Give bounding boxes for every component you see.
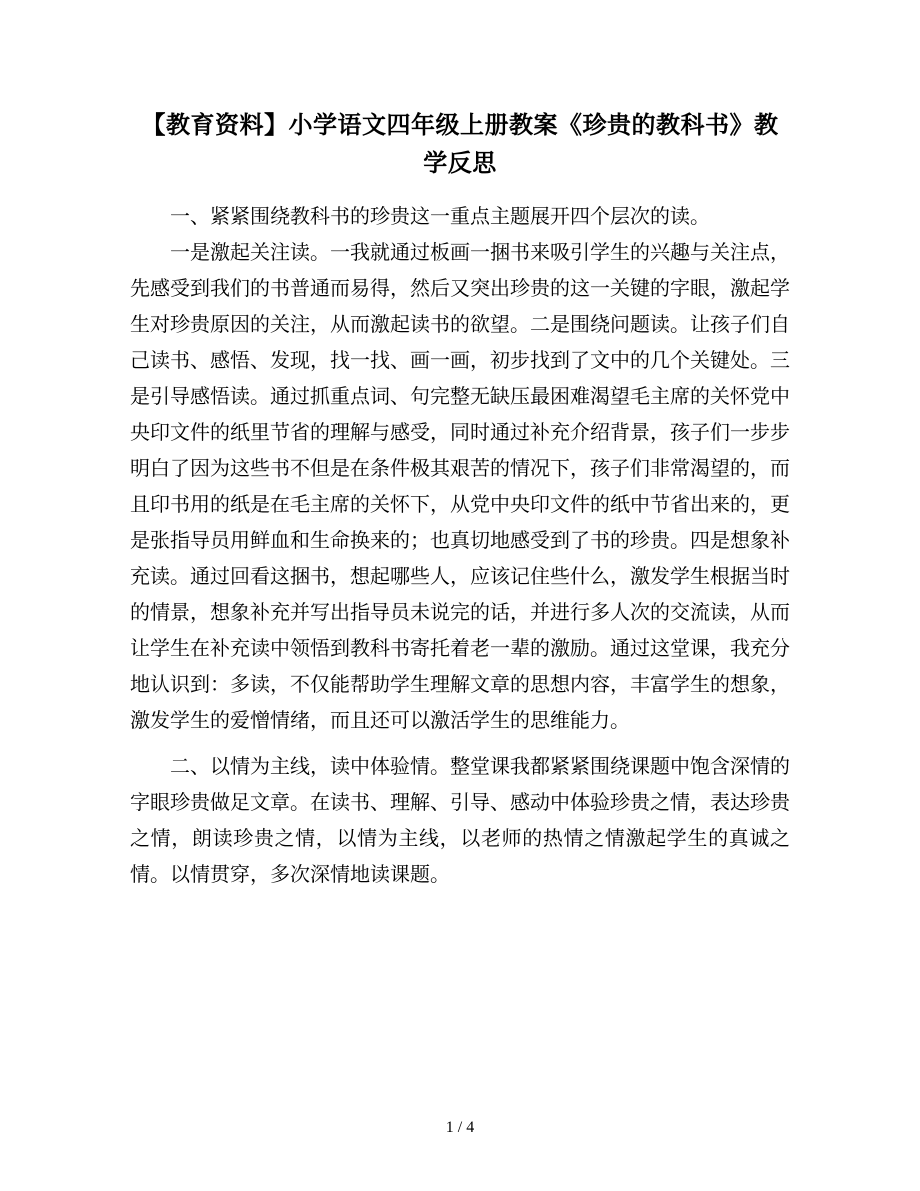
paragraph-1: 一、紧紧围绕教科书的珍贵这一重点主题展开四个层次的读。	[170, 204, 710, 228]
page-number: 1 / 4	[445, 1119, 475, 1136]
paragraph-2: 一是激起关注读。一我就通过板画一捆书来吸引学生的兴趣与关注点，先感受到我们的书普通而易得，然后又突出珍贵的这一关键的字眼，激起学生对珍贵原因的关注，从而激起读书的欲望。二是围绕问题读。让孩子们自己读书、感悟、发现，找一找、画一画，初步找到了文中的几个关键处。三是引导感悟读。通过抓重点词、句完整无缺压最困难渴望毛主席的关怀党中央印文件的纸里节省的理解与感受，同时通过补充介绍背景，孩子们一步步明白了因为这些书不但是在条件极其艰苦的情况下，孩子们非常渴望的，而且印书用的纸是在毛主席的关怀下，从党中央印文件的纸中节省出来的，更是张指导员用鲜血和生命换来的；也真切地感受到了书的珍贵。四是想象补充读。通过回看这捆书，想起哪些人，应该记住些什么，激发学生根据当时的情景，想象补充并写出指导员未说完的话，并进行多人次的交流读，从而让学生在补充读中领悟到教科书寄托着老一辈的激励。通过这堂课，我充分地认识到：多读，不仅能帮助学生理解文章的思想内容，丰富学生的想象，激发学生的爱憎情绪，而且还可以激活学生的思维能力。	[130, 240, 790, 732]
document-title: 【教育资料】小学语文四年级上册教案《珍贵的教科书》教学反思	[141, 111, 779, 177]
document-body	[130, 198, 790, 892]
paragraph-3: 二、以情为主线，读中体验情。整堂课我都紧紧围绕课题中饱含深情的字眼珍贵做足文章。在读书、理解、引导、感动中体验珍贵之情，表达珍贵之情，朗读珍贵之情，以情为主线，以老师的热情之情激起学生的真诚之情。以情贯穿，多次深情地读课题。	[130, 754, 790, 886]
